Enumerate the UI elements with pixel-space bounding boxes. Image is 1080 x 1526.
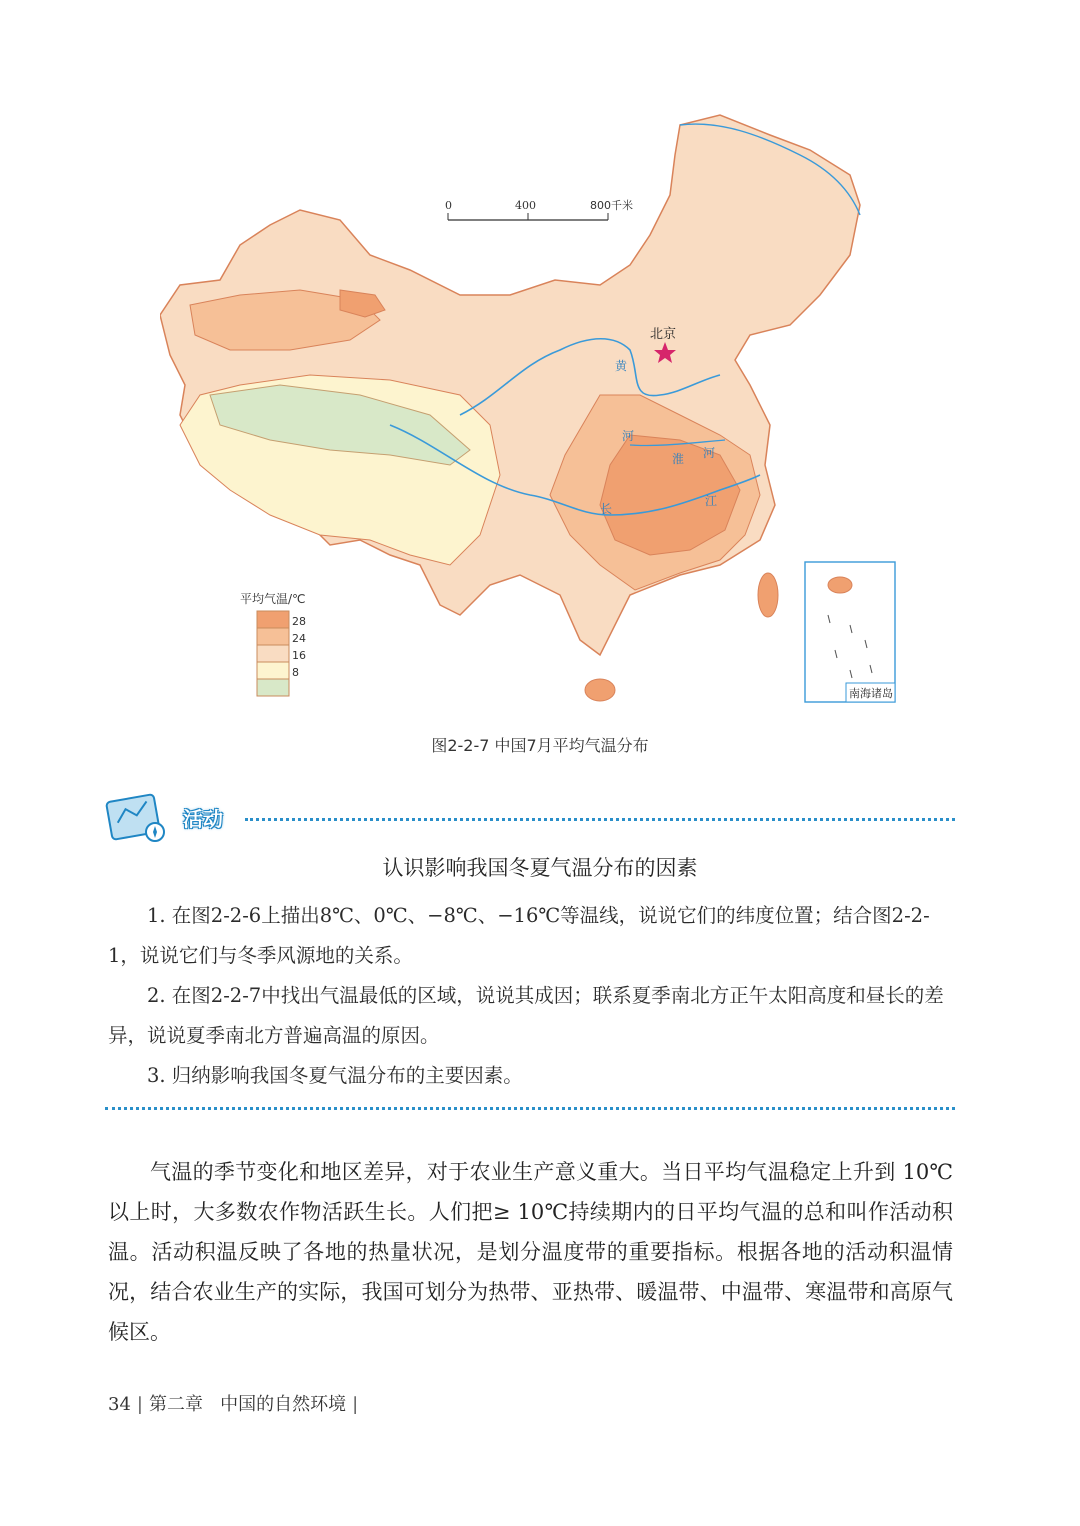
river-label-chang: 长 [600, 502, 613, 516]
activity-badge: 活动 [183, 807, 223, 831]
figure-caption: 图2-2-7 中国7月平均气温分布 [431, 736, 649, 755]
activity-body [108, 896, 953, 1096]
footer-separator: | [136, 1394, 143, 1415]
activity-item-2: 2. 在图2-2-7中找出气温最低的区域，说说其成因；联系夏季南北方正午太阳高度和昼长的差异，说说夏季南北方普遍高温的原因。 [108, 984, 944, 1047]
activity-title: 认识影响我国冬夏气温分布的因素 [382, 856, 698, 880]
july-temperature-map [160, 95, 920, 715]
chapter-label: 第二章 [148, 1394, 203, 1415]
dotted-divider-top [245, 818, 955, 821]
capital-label: 北京 [650, 327, 677, 342]
river-label-he-1: 河 [622, 429, 635, 443]
legend-value-24: 24 [292, 632, 306, 645]
scale-tick-800: 800千米 [590, 199, 633, 212]
river-label-huang: 黄 [615, 359, 628, 373]
legend [240, 591, 306, 696]
river-label-jiang: 江 [705, 494, 718, 508]
hainan-island [585, 679, 615, 701]
activity-item-1: 1. 在图2-2-6上描出8℃、0℃、−8℃、−16℃等温线，说说它们的纬度位置；结合图2-2-1，说说它们与冬季风源地的关系。 [108, 904, 930, 967]
river-label-he-2: 河 [703, 446, 716, 460]
taiwan-island [758, 573, 778, 617]
south-sea-inset [805, 562, 895, 702]
activity-header [105, 790, 955, 850]
river-label-huai: 淮 [672, 452, 685, 466]
dotted-divider-bottom [105, 1107, 955, 1110]
inset-label: 南海诸岛 [849, 687, 893, 700]
footer-separator-end: | [352, 1394, 359, 1415]
legend-value-28: 28 [292, 615, 306, 628]
legend-title: 平均气温/℃ [240, 592, 306, 606]
body-text: 气温的季节变化和地区差异，对于农业生产意义重大。当日平均气温稳定上升到 10℃以上时，大多数农作物活跃生长。人们把≥ 10℃持续期内的日平均气温的总和叫作活动积温。活动积温反映了各地的热量状况，是划分温度带的重要指标。根据各地的活动积温情况，结合农业生产的实际，我国可划分为热带、亚热带、暖温带、中温带、寒温带和高原气候区。 [108, 1160, 953, 1344]
activity-item-3: 3. 归纳影响我国冬夏气温分布的主要因素。 [147, 1064, 523, 1087]
page-footer [108, 1390, 364, 1416]
scale-bar [445, 198, 633, 220]
activity-map-icon [105, 790, 175, 848]
page-number: 34 [108, 1394, 131, 1415]
scale-tick-0: 0 [445, 199, 452, 212]
body-paragraph [108, 1152, 953, 1352]
chapter-title: 中国的自然环境 [220, 1394, 347, 1415]
legend-value-8: 8 [292, 666, 299, 679]
legend-value-16: 16 [292, 649, 306, 662]
scale-tick-400: 400 [515, 199, 536, 212]
